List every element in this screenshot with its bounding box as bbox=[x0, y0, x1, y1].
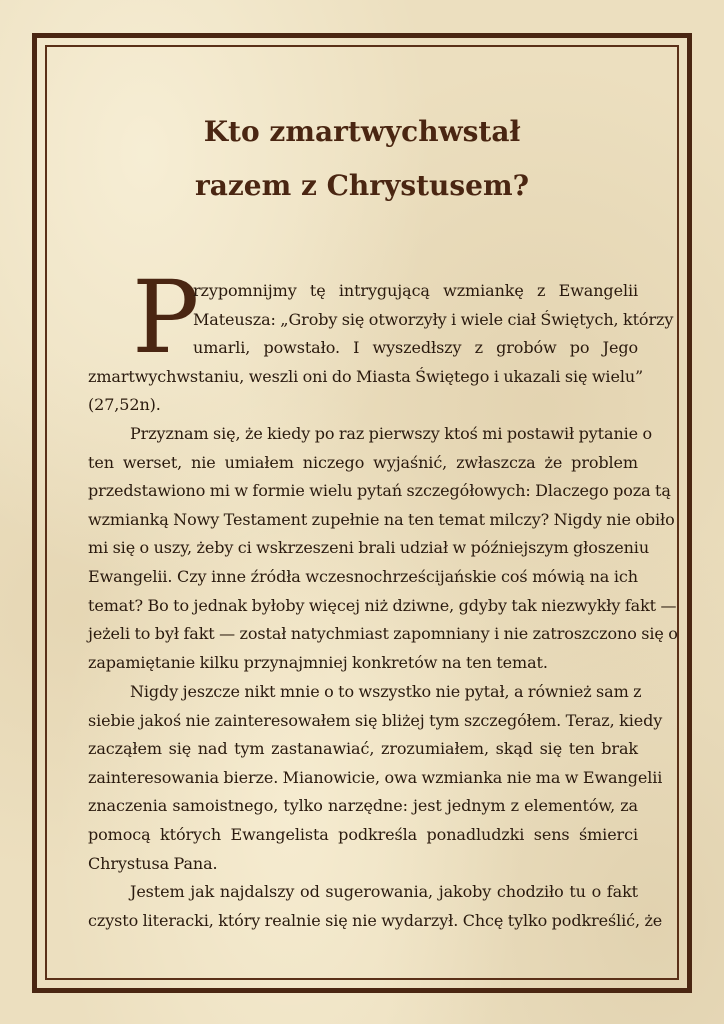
text-line: wzmianką Nowy Testament zupełnie na ten temat milczy? Nigdy nie obiło bbox=[88, 509, 675, 529]
paragraph-1 bbox=[88, 277, 674, 420]
text-line: zacząłem się nad tym zastanawiać, zrozumiałem, skąd się ten brak bbox=[88, 739, 638, 759]
text-line: Chrystusa Pana. bbox=[88, 853, 218, 873]
text-line: jeżeli to był fakt — został natychmiast zapomniany i nie zatroszczono się o bbox=[88, 624, 678, 644]
drop-cap: P bbox=[132, 259, 200, 376]
text-line: zmartwychwstaniu, weszli oni do Miasta Świętego i ukazali się wielu” bbox=[88, 366, 644, 386]
text-line: umarli, powstało. I wyszedłszy z grobów po Jego bbox=[193, 338, 638, 358]
text-line: Przyznam się, że kiedy po raz pierwszy ktoś mi postawił pytanie o bbox=[130, 424, 653, 443]
text-line: ten werset, nie umiałem niczego wyjaśnić, zwłaszcza że problem bbox=[88, 452, 638, 472]
text-line: czysto literacki, który realnie się nie wydarzył. Chcę tylko podkreślić, że bbox=[88, 910, 663, 930]
page-title-line-1: Kto zmartwychwstał bbox=[203, 115, 521, 148]
text-line: siebie jakoś nie zainteresowałem się bliżej tym szczegółem. Teraz, kiedy bbox=[88, 710, 663, 730]
text-line: rzypomnijmy tę intrygującą wzmiankę z Ewangelii bbox=[193, 281, 638, 300]
paragraph-4 bbox=[88, 878, 663, 935]
text-line: przedstawiono mi w formie wielu pytań szczegółowych: Dlaczego poza tą bbox=[88, 481, 671, 501]
text-line: znaczenia samoistnego, tylko narzędne: jest jednym z elementów, za bbox=[88, 796, 638, 816]
text-line: temat? Bo to jednak byłoby więcej niż dziwne, gdyby tak niezwykły fakt — bbox=[88, 595, 677, 615]
text-line: Mateusza: „Groby się otworzyły i wiele ciał Świętych, którzy bbox=[193, 309, 674, 329]
paragraph-3 bbox=[88, 678, 663, 878]
text-line: zapamiętanie kilku przynajmniej konkretów na ten temat. bbox=[88, 652, 548, 672]
text-line: Nigdy jeszcze nikt mnie o to wszystko nie pytał, a również sam z bbox=[130, 682, 642, 701]
text-line: (27,52n). bbox=[88, 395, 161, 415]
text-line: Jestem jak najdalszy od sugerowania, jakoby chodziło tu o fakt bbox=[130, 882, 638, 901]
text-line: mi się o uszy, żeby ci wskrzeszeni brali udział w późniejszym głoszeniu bbox=[88, 538, 650, 558]
text-line: zainteresowania bierze. Mianowicie, owa wzmianka nie ma w Ewangelii bbox=[88, 767, 663, 787]
paragraph-2 bbox=[88, 420, 678, 677]
page-title-line-2: razem z Chrystusem? bbox=[195, 169, 529, 202]
text-line: Ewangelii. Czy inne źródła wczesnochrześcijańskie coś mówią na ich bbox=[88, 566, 638, 586]
text-line: pomocą których Ewangelista podkreśla ponadludzki sens śmierci bbox=[88, 824, 638, 844]
